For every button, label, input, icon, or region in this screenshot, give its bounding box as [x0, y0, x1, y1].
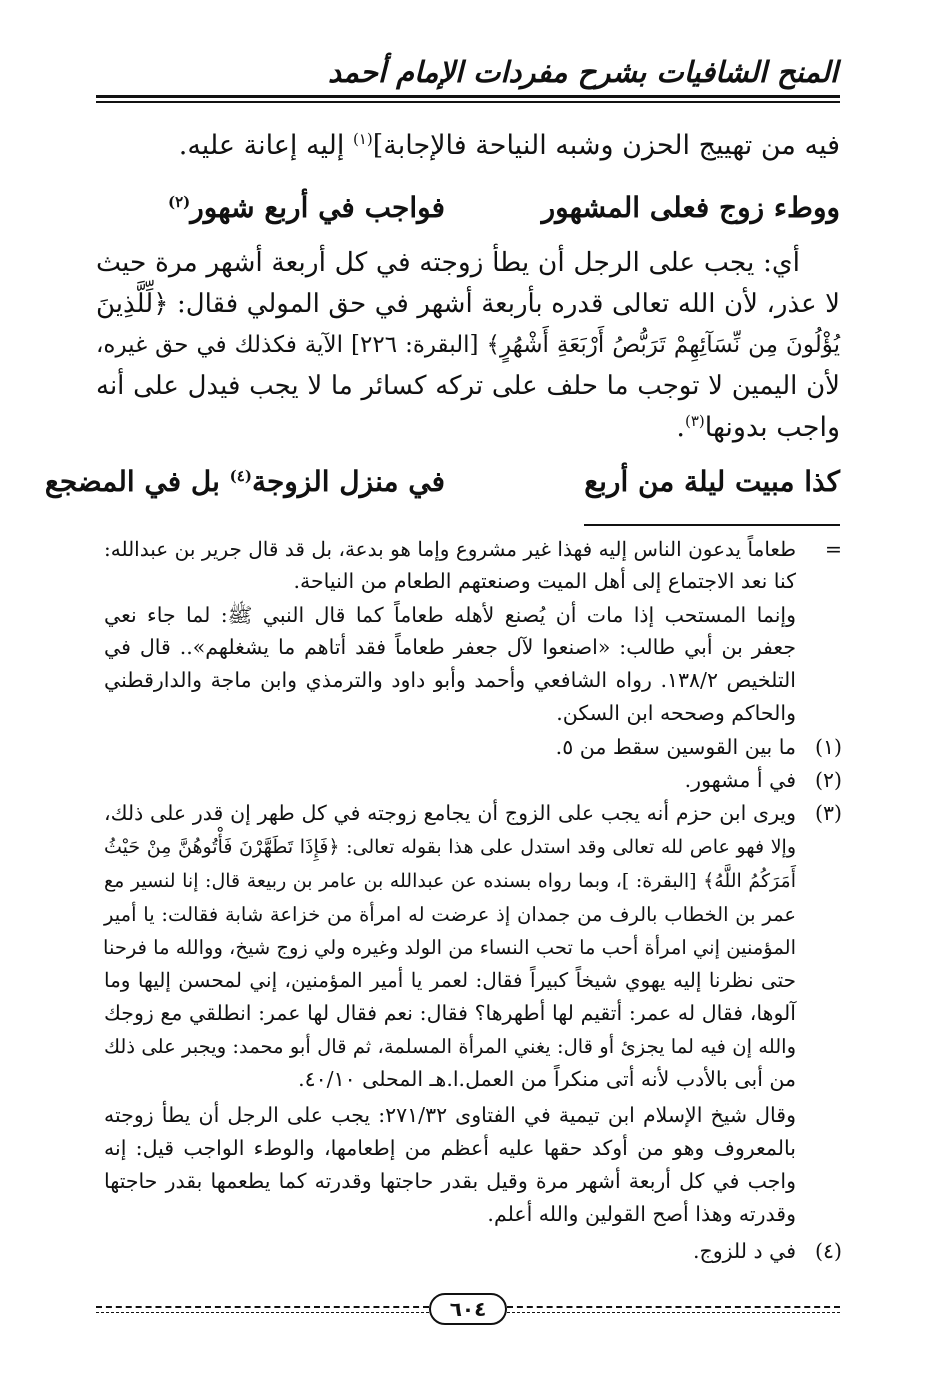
footnote-line: من أبى بالأدب لأنه أتى منكراً من العمل.ا.هـ المحلى ٤٠/١٠.: [298, 1067, 796, 1091]
main-text-line: فيه من تهييج الحزن وشبه النياحة فالإجابة]$^{(١)}$ إليه إعانة عليه.: [178, 130, 840, 161]
footnote-line: طعاماً يدعون الناس إليه فهذا غير مشروع وإما هو بدعة، بل قد قال جرير بن عبدالله:: [104, 537, 796, 561]
main-text-line: يُؤْلُونَ مِن نِّسَآئِهِمْ تَرَبُّصُ أَرْبَعَةِ أَشْهُرٍ﴾ [البقرة: ٢٢٦] الآية فكذلك في حق غيره،: [96, 332, 840, 358]
footnote-line: واجب في كل أربعة أشهر مرة وقيل بقدر حاجتها وقدرته كما يطعمها بقدر حاجتها: [104, 1169, 796, 1193]
footer-dashed-rule-left-lower: [96, 1312, 429, 1313]
page-number: ٦٠٤: [429, 1293, 507, 1325]
footnote-text: في د للزوج.: [692, 1239, 796, 1263]
main-text-line: أي: يجب على الرجل أن يطأ زوجته في كل أربعة أشهر مرة حيث: [96, 247, 800, 278]
footnote-line: كنا نعد الاجتماع إلى أهل الميت وصنعتهم الطعام من النياحة.: [293, 569, 796, 593]
footnote-ref: (٢): [167, 193, 191, 211]
footnote-line: وقدرته وهذا أصح القولين والله أعلم.: [487, 1202, 796, 1226]
footnote-number: (١): [814, 735, 842, 759]
footnote-line: والحاكم وصححه ابن السكن.: [556, 701, 796, 725]
footnote-line: آلوها، فقال له عمر: أتقيم لها أطهرها؟ فقال: نعم فقال لها عمر: انطلقي مع زوجك: [104, 1001, 796, 1025]
footnote-continuation-marker: =: [824, 537, 842, 561]
footnote-ref: (٤): [229, 467, 252, 485]
footnote-line: وقال شيخ الإسلام ابن تيمية في الفتاوى ٢٧١/٣٢: يجب على الرجل أن يطأ زوجته: [104, 1103, 797, 1127]
verse-hemistich-first: كذا مبيت ليلة من أربع: [584, 465, 840, 498]
header-rule-top: [96, 95, 840, 98]
footnote-separator: [584, 524, 840, 526]
page-footer: [96, 1292, 840, 1322]
main-text-line: واجب بدونها$^{(٣)}$.: [676, 412, 840, 443]
footnote-line: عمر بن الخطاب بالرف من جمدان إذ عرضت له امرأة من خزاعة شابة فقالت: يا أمير: [104, 903, 796, 926]
footnote-line: جعفر بن أبي طالب: «اصنعوا لآل جعفر طعاماً فقد أتاهم ما يشغلهم».. قال في: [104, 635, 796, 659]
footnote-text: ما بين القوسين سقط من ٥.: [555, 735, 796, 759]
header-rule-bottom: [96, 101, 840, 103]
footnote-line: ويرى ابن حزم أنه يجب على الزوج أن يجامع زوجته في كل طهر إن قدر على ذلك،: [104, 801, 796, 825]
footnote-ref: (٣): [684, 412, 705, 430]
running-header-title: المنح الشافيات بشرح مفردات الإمام أحمد: [328, 55, 838, 89]
footnote-line: المؤمنين إني امرأة أحب ما تحب النساء من الولد وغيره ولي زوج شيخ، ووالله ما فرحنا: [103, 936, 796, 959]
verse-hemistich-second: في منزل الزوجة$^{(٤)}$ بل في المضجع: [44, 465, 445, 498]
footnote-line: وإنما المستحب إذا مات أن يُصنع لأهله طعاماً كما قال النبي ﷺ: لما جاء نعي: [104, 603, 796, 627]
footnote-number: (٤): [814, 1239, 842, 1263]
footnote-number: (٢): [814, 768, 842, 792]
footnote-line: والله إن فيه لما يجزئ أو قال: يغني المرأة المسلمة، ثم قال أبو محمد: ويجبر على ذلك: [104, 1035, 796, 1058]
verse-hemistich-second: فواجب في أربع شهور$^{(٢)}$: [167, 191, 445, 224]
footnote-text: في أ مشهور.: [684, 768, 796, 792]
footnote-line: التلخيص ١٣٨/٢. رواه الشافعي وأحمد وأبو داود والترمذي وابن ماجة والدارقطني: [104, 668, 796, 692]
footer-dashed-rule-right-lower: [507, 1312, 840, 1313]
footnote-line: بالمعروف وهو من أوكد حقها عليه أعظم من إطعامها، والوطء الواجب قيل: إنه: [104, 1136, 796, 1160]
footnote-line: وإلا فهو عاص لله تعالى وقد استدل على هذا بقوله تعالى: ﴿فَإِذَا تَطَهَّرْنَ فَأْتُوهُنَّ مِنْ حَيْثُ: [104, 836, 796, 858]
footer-dashed-rule-right: [507, 1306, 840, 1308]
footnote-number: (٣): [814, 801, 842, 825]
footnote-ref: (١): [352, 130, 373, 148]
main-text-line: لا عذر، لأن الله تعالى قدره بأربعة أشهر في حق المولي فقال: ﴿لِّلَّذِينَ: [96, 289, 840, 319]
footnote-line: أَمَرَكُمُ اللَّهُ﴾ [البقرة: ]، وبما رواه بسنده عن عبدالله بن عامر بن ربيعة قال: إنا لنسير مع: [104, 870, 796, 892]
footnote-line: حتى نظرنا إليه يهوي شيخاً كبيراً فقال: لعمر يا أمير المؤمنين، إني لمحسن إليها وما: [104, 968, 796, 992]
verse-hemistich-first: ووطء زوج فعلى المشهور: [541, 191, 840, 224]
footer-dashed-rule-left: [96, 1306, 429, 1308]
main-text-line: لأن اليمين لا توجب ما حلف على تركه كسائر ما لا يجب فيدل على أنه: [96, 371, 840, 401]
